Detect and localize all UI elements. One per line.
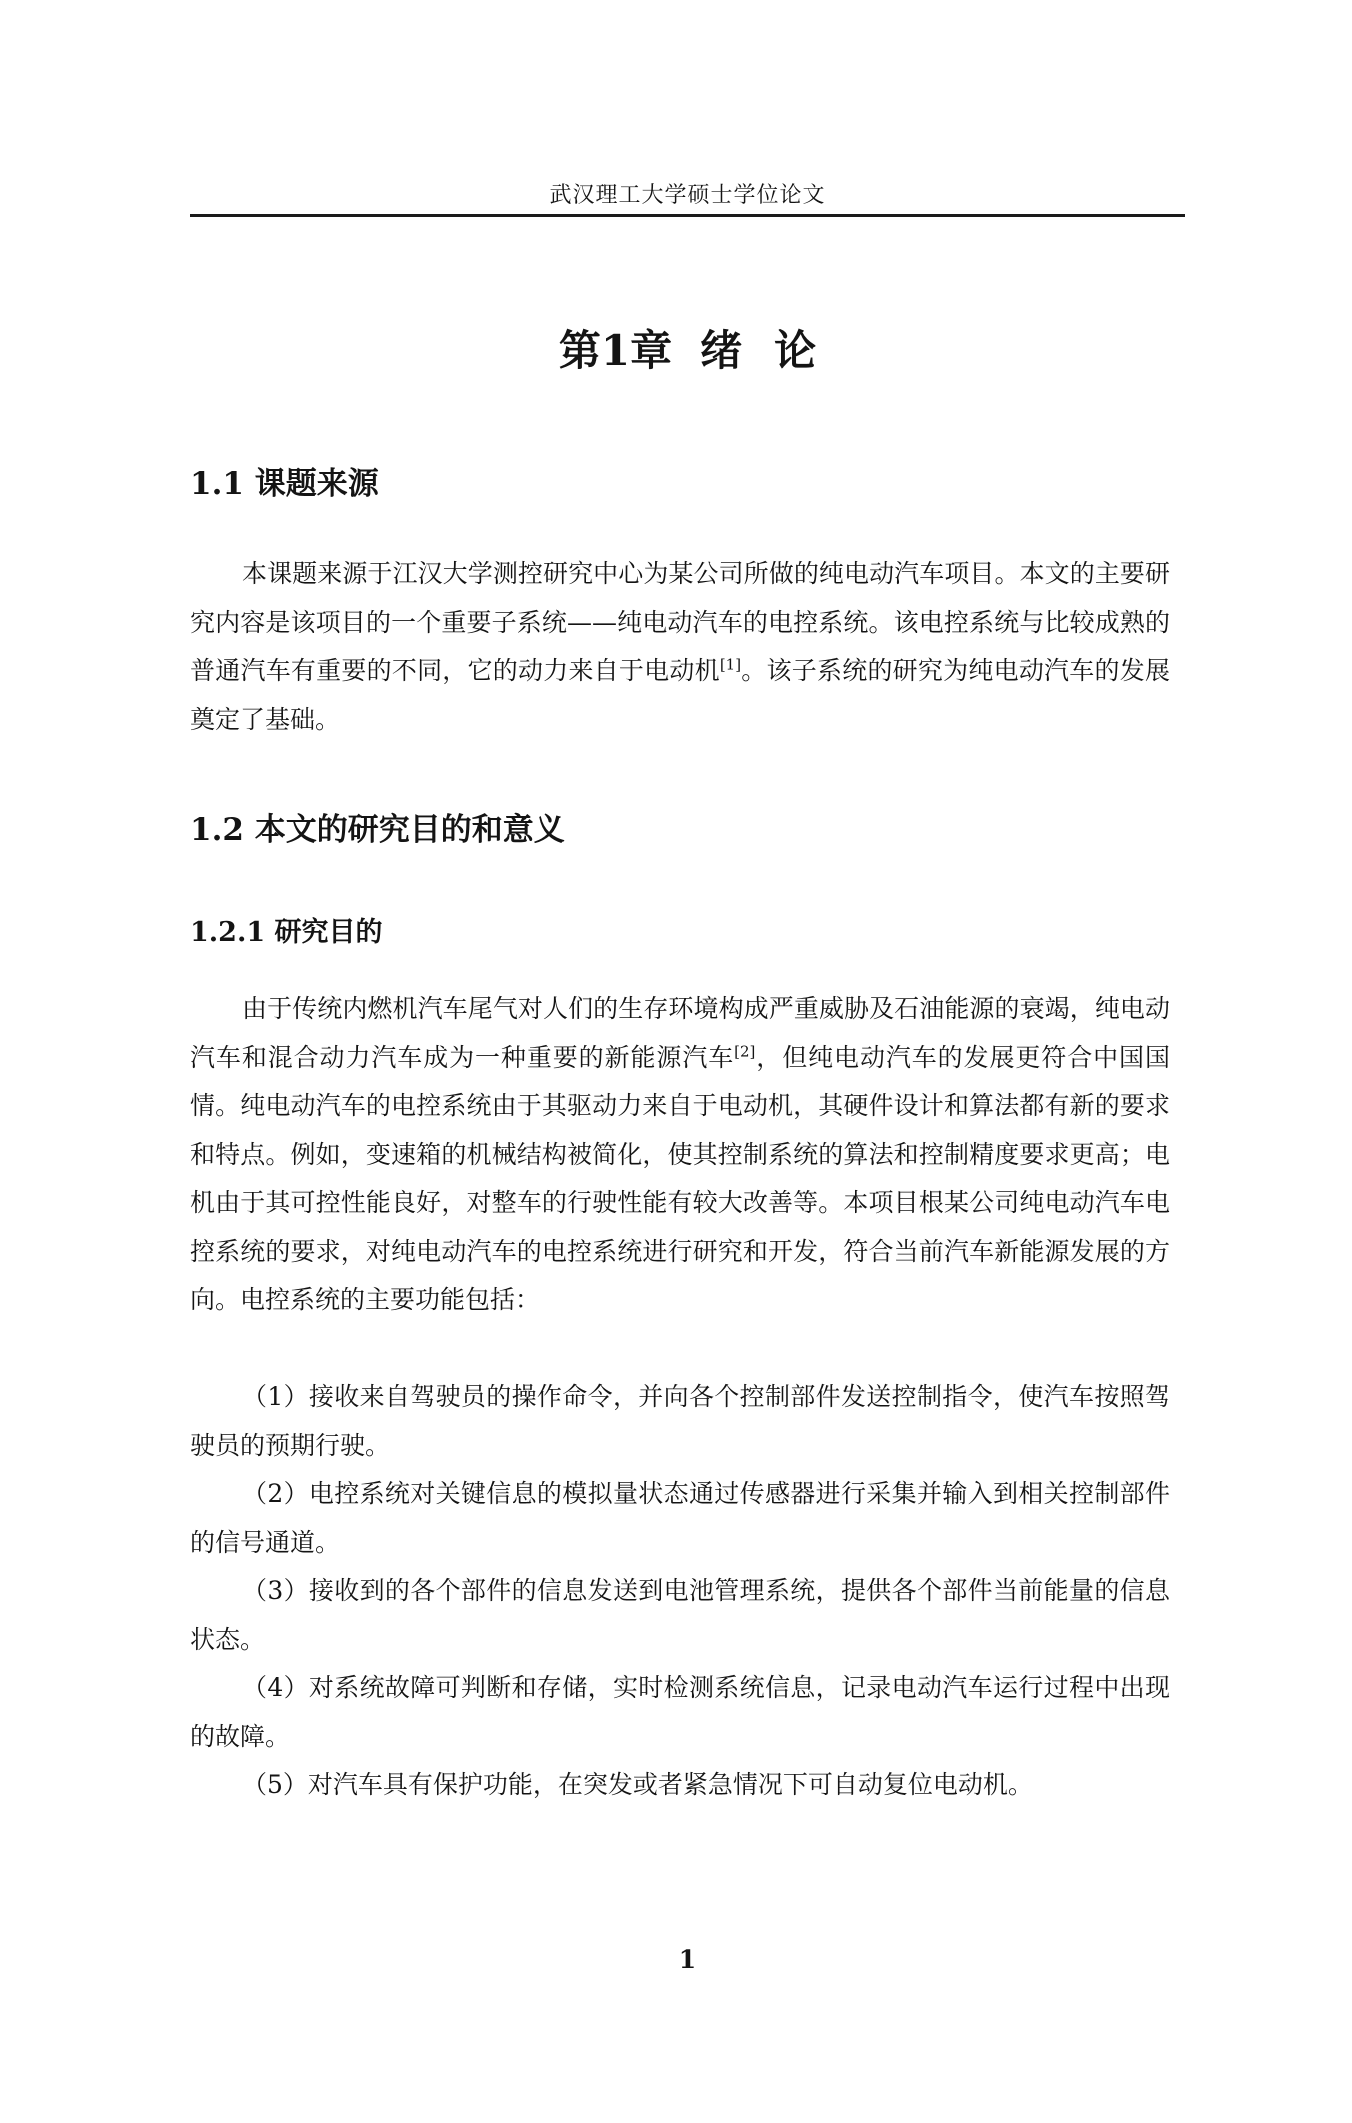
list-item-function-5: （5）对汽车具有保护功能，在突发或者紧急情况下可自动复位电动机。 (242, 1770, 1033, 1799)
paragraph-text: 本课题来源于江汉大学测控研究中心为某公司所做的纯电动汽车项目。本文的主要研究内容是该项目的一个重要子系统——纯电动汽车的电控系统。该电控系统与比较成熟的普通汽车有重要的不同，它的动力来自于电动机 (190, 559, 1170, 685)
chapter-title-word-1: 绪 (700, 326, 743, 375)
section-title-1-1: 1.1 课题来源 (190, 466, 379, 502)
paragraph-research-purpose (190, 985, 1170, 1325)
citation-2: [2] (734, 1042, 756, 1061)
list-item-function-4: （4）对系统故障可判断和存储，实时检测系统信息，记录电动汽车运行过程中出现的故障。 (190, 1673, 1170, 1751)
chapter-title-word-2: 论 (774, 326, 817, 375)
list-item-function-3: （3）接收到的各个部件的信息发送到电池管理系统，提供各个部件当前能量的信息状态。 (190, 1576, 1170, 1654)
chapter-number: 第1章 (558, 326, 673, 375)
paragraph-text: 。该子系统的研究为纯电动汽车的发展奠定了基础。 (190, 656, 1170, 734)
subsection-title-1-2-1: 1.2.1 研究目的 (190, 917, 383, 948)
running-header: 武汉理工大学硕士学位论文 (549, 183, 826, 208)
paragraph-topic-source (190, 550, 1170, 744)
list-item-function-1: （1）接收来自驾驶员的操作命令，并向各个控制部件发送控制指令，使汽车按照驾驶员的预期行驶。 (190, 1382, 1170, 1460)
paragraph-text: ，但纯电动汽车的发展更符合中国国情。纯电动汽车的电控系统由于其驱动力来自于电动机，其硬件设计和算法都有新的要求和特点。例如，变速箱的机械结构被简化，使其控制系统的算法和控制精度要求更高；电机由于其可控性能良好，对整车的行驶性能有较大改善等。本项目根某公司纯电动汽车电控系统的要求，对纯电动汽车的电控系统进行研究和开发，符合当前汽车新能源发展的方向。电控系统的主要功能包括： (190, 1042, 1170, 1314)
paragraph-text: 由于传统内燃机汽车尾气对人们的生存环境构成严重威胁及石油能源的衰竭，纯电动汽车和混合动力汽车成为一种重要的新能源汽车 (190, 994, 1170, 1072)
citation-1: [1] (719, 655, 742, 674)
chapter-title (190, 318, 1185, 378)
section-title-1-2: 1.2 本文的研究目的和意义 (190, 812, 565, 848)
page-number: 1 (678, 1945, 697, 1974)
header-rule (190, 214, 1185, 217)
list-item-function-2: （2）电控系统对关键信息的模拟量状态通过传感器进行采集并输入到相关控制部件的信号通道。 (190, 1479, 1170, 1557)
